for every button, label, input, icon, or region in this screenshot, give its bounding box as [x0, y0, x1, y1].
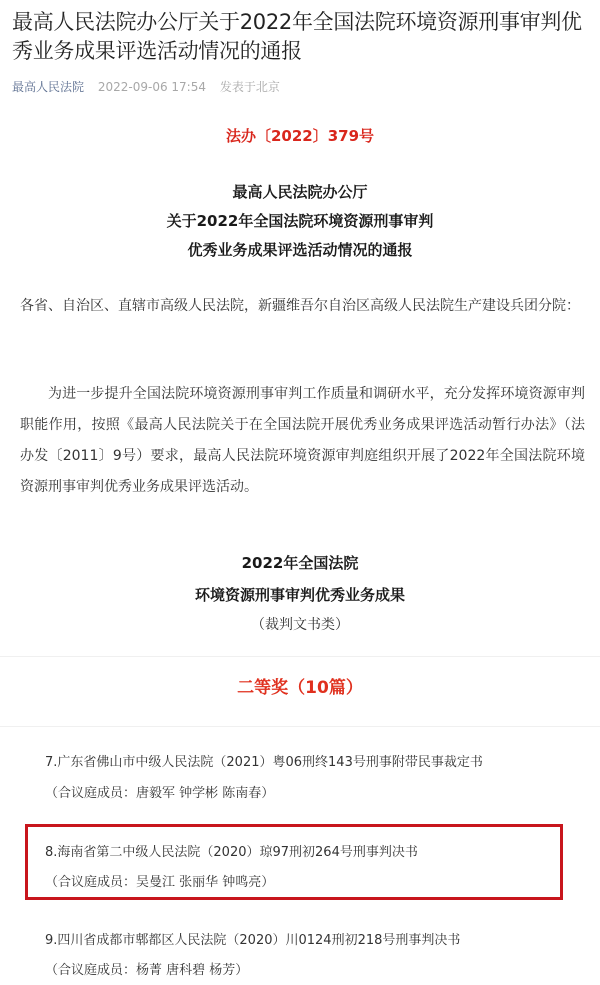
results-subtitle: 环境资源刑事审判优秀业务成果 — [194, 586, 405, 604]
panel-members: （合议庭成员：吴曼江 张丽华 钟鸣亮） — [45, 875, 275, 890]
body-paragraph: 为进一步提升全国法院环境资源刑事审判工作质量和调研水平，充分发挥环境资源审判职能作用，按照《最高人民法院关于在全国法院开展优秀业务成果评选活动暂行办法》（法办发〔2011〕9号）要求，最高人民法院环境资源审判庭组织开展了2022年全国法院环境资源刑事审判优秀业务成果评选活动。 — [20, 386, 585, 495]
source-link[interactable]: 最高人民法院 — [12, 80, 85, 94]
results-title: 2022年全国法院 — [241, 554, 359, 572]
publish-time: 2022-09-06 17:54 — [97, 80, 206, 94]
award-level: 二等奖（10篇） — [237, 678, 363, 698]
divider — [0, 726, 600, 727]
article-meta — [12, 78, 280, 95]
case-title: 9.四川省成都市郫都区人民法院（2020）川0124刑初218号刑事判决书 — [45, 933, 461, 948]
case-title: 7.广东省佛山市中级人民法院（2021）粤06刑终143号刑事附带民事裁定书 — [45, 755, 483, 770]
results-category: （裁判文书类） — [251, 617, 349, 633]
panel-members: （合议庭成员：唐毅军 钟学彬 陈南春） — [45, 786, 275, 801]
divider — [0, 656, 600, 657]
panel-members: （合议庭成员：杨菁 唐科碧 杨芳） — [45, 963, 249, 978]
article-title: 最高人民法院办公厅关于2022年全国法院环境资源刑事审判优秀业务成果评选活动情况的通报 — [12, 10, 582, 63]
publish-location: 发表于北京 — [219, 80, 280, 94]
document-heading-line: 优秀业务成果评选活动情况的通报 — [187, 241, 413, 259]
document-heading-line: 关于2022年全国法院环境资源刑事审判 — [166, 212, 434, 230]
recipients-paragraph: 各省、自治区、直辖市高级人民法院，新疆维吾尔自治区高级人民法院生产建设兵团分院： — [20, 298, 580, 314]
document-number: 法办〔2022〕379号 — [225, 127, 375, 145]
document-issuer: 最高人民法院办公厅 — [232, 183, 368, 201]
case-title: 8.海南省第二中级人民法院（2020）琼97刑初264号刑事判决书 — [45, 845, 418, 860]
